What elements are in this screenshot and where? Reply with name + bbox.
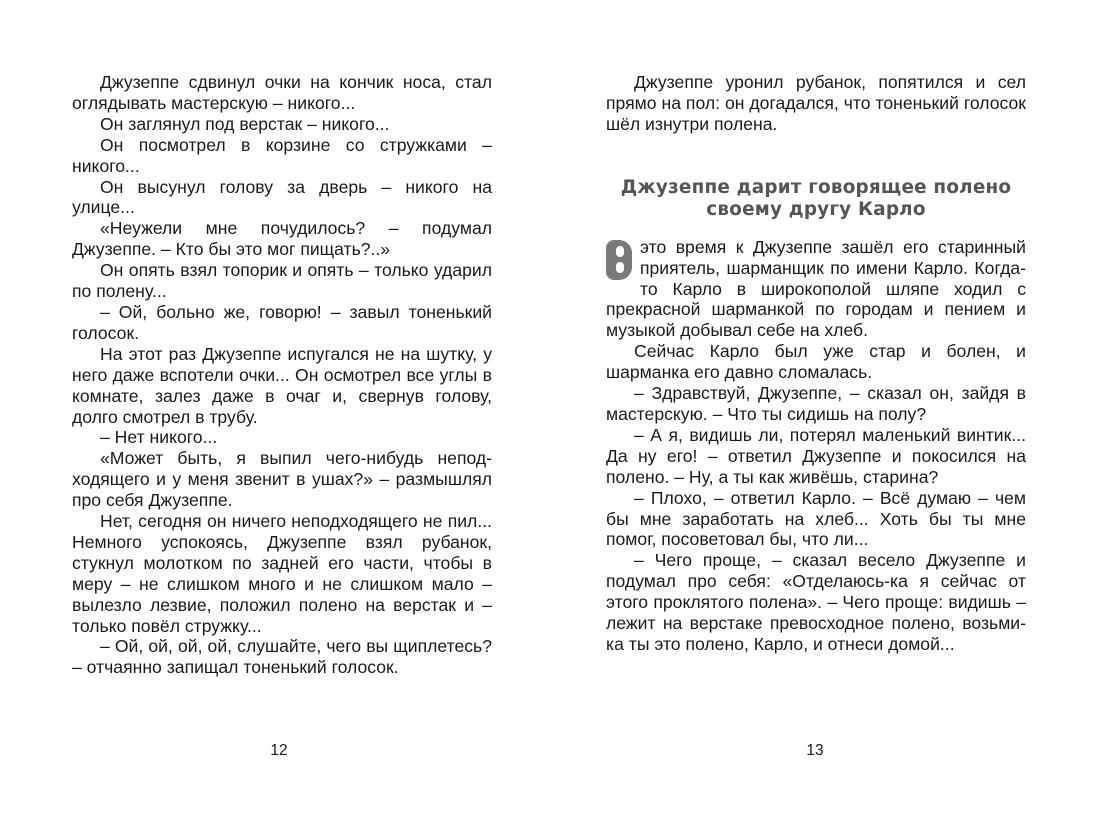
right-text-column xyxy=(606,72,1026,655)
paragraph: – Здравствуй, Джузеппе, – сказал он, зайдя в мастерскую. – Что ты сидишь на полу? xyxy=(606,383,1026,424)
dropcap-letter-icon xyxy=(606,240,632,280)
paragraph: Джузеппе сдвинул очки на кончик носа, стал оглядывать мастерскую – никого... xyxy=(72,72,492,113)
chapter-title-line-2: своему другу Карло xyxy=(706,198,926,220)
intro-paragraph: Джузеппе уронил рубанок, попятился и сел прямо на пол: он догадался, что тоненький голосок шёл изнутри полена. xyxy=(606,72,1026,134)
first-paragraph-text: это время к Джузеппе зашёл его старинный приятель, шарманщик по имени Карло. Когда-то Карло в широкополой шляпе ходил с прекрасной шарманкой по городам и пением и музыкой добывал себе на хлеб. xyxy=(606,236,1026,341)
paragraph: Он заглянул под верстак – никого... xyxy=(100,113,390,134)
paragraph: Сейчас Карло был уже стар и болен, и шарманка его давно сломалась. xyxy=(606,341,1026,383)
chapter-title-line-1: Джузеппе дарит говорящее полено xyxy=(620,176,1012,198)
paragraph: Он опять взял топорик и опять – только ударил по полену... xyxy=(72,260,492,302)
paragraph: – Ой, больно же, говорю! – завыл тоненький голосок. xyxy=(72,301,492,343)
paragraph: – А я, видишь ли, потерял маленький винтик... Да ну его! – ответил Джузеппе и покосился на полено. – Ну, а ты как живёшь, старина? xyxy=(606,424,1026,487)
dropcap-hole-bottom xyxy=(616,262,624,273)
paragraph: Он высунул голову за дверь – никого на улице... xyxy=(72,176,492,218)
paragraph: Он посмотрел в корзине со стружками – никого... xyxy=(72,134,492,176)
paragraph: На этот раз Джузеппе испугался не на шутку, у него даже вспотели очки... Он осмотрел все углы в комнате, залез даже в очаг и, свернув голову, долго смотрел в трубу. xyxy=(72,343,492,427)
paragraph: – Нет никого... xyxy=(100,427,218,448)
right-page xyxy=(550,0,1100,825)
page-number-left: 12 xyxy=(270,742,288,759)
paragraph: – Ой, ой, ой, ой, слушайте, чего вы щиплетесь? – отчаянно запищал тоненький голосок. xyxy=(72,636,492,678)
chapter-title xyxy=(606,177,1026,221)
paragraph: Нет, сегодня он ничего неподходящего не пил... Немного успокоясь, Джузеппе взял рубанок, стукнул молотком по задней его части, чтобы в меру – не слишком много и не слишком мало – вылезло лезвие, положил полено на верстак и – только повёл стружку... xyxy=(72,511,492,636)
paragraph: «Может быть, я выпил чего-нибудь неподходящего и у меня звенит в ушах?» – размышлял про себя Джузеппе. xyxy=(72,448,492,511)
dropcap-hole-top xyxy=(616,246,624,257)
paragraph: – Чего проще, – сказал весело Джузеппе и подумал про себя: «Отделаюсь-ка я сейчас от этого проклятого полена». – Чего проще: видишь – лежит на верстаке превосходное полено, возьми-ка ты это полено, Карло, и отнеси домой... xyxy=(606,550,1026,654)
paragraph: «Неужели мне почудилось? – подумал Джузеппе. – Кто бы это мог пищать?..» xyxy=(72,218,492,260)
left-text-column xyxy=(72,72,492,678)
paragraph: – Плохо, – ответил Карло. – Всё думаю – чем бы мне заработать на хлеб... Хоть бы ты мне помог, посоветовал бы, что ли... xyxy=(606,487,1026,550)
page-number-right: 13 xyxy=(806,742,824,759)
first-chapter-paragraph xyxy=(606,237,1026,342)
